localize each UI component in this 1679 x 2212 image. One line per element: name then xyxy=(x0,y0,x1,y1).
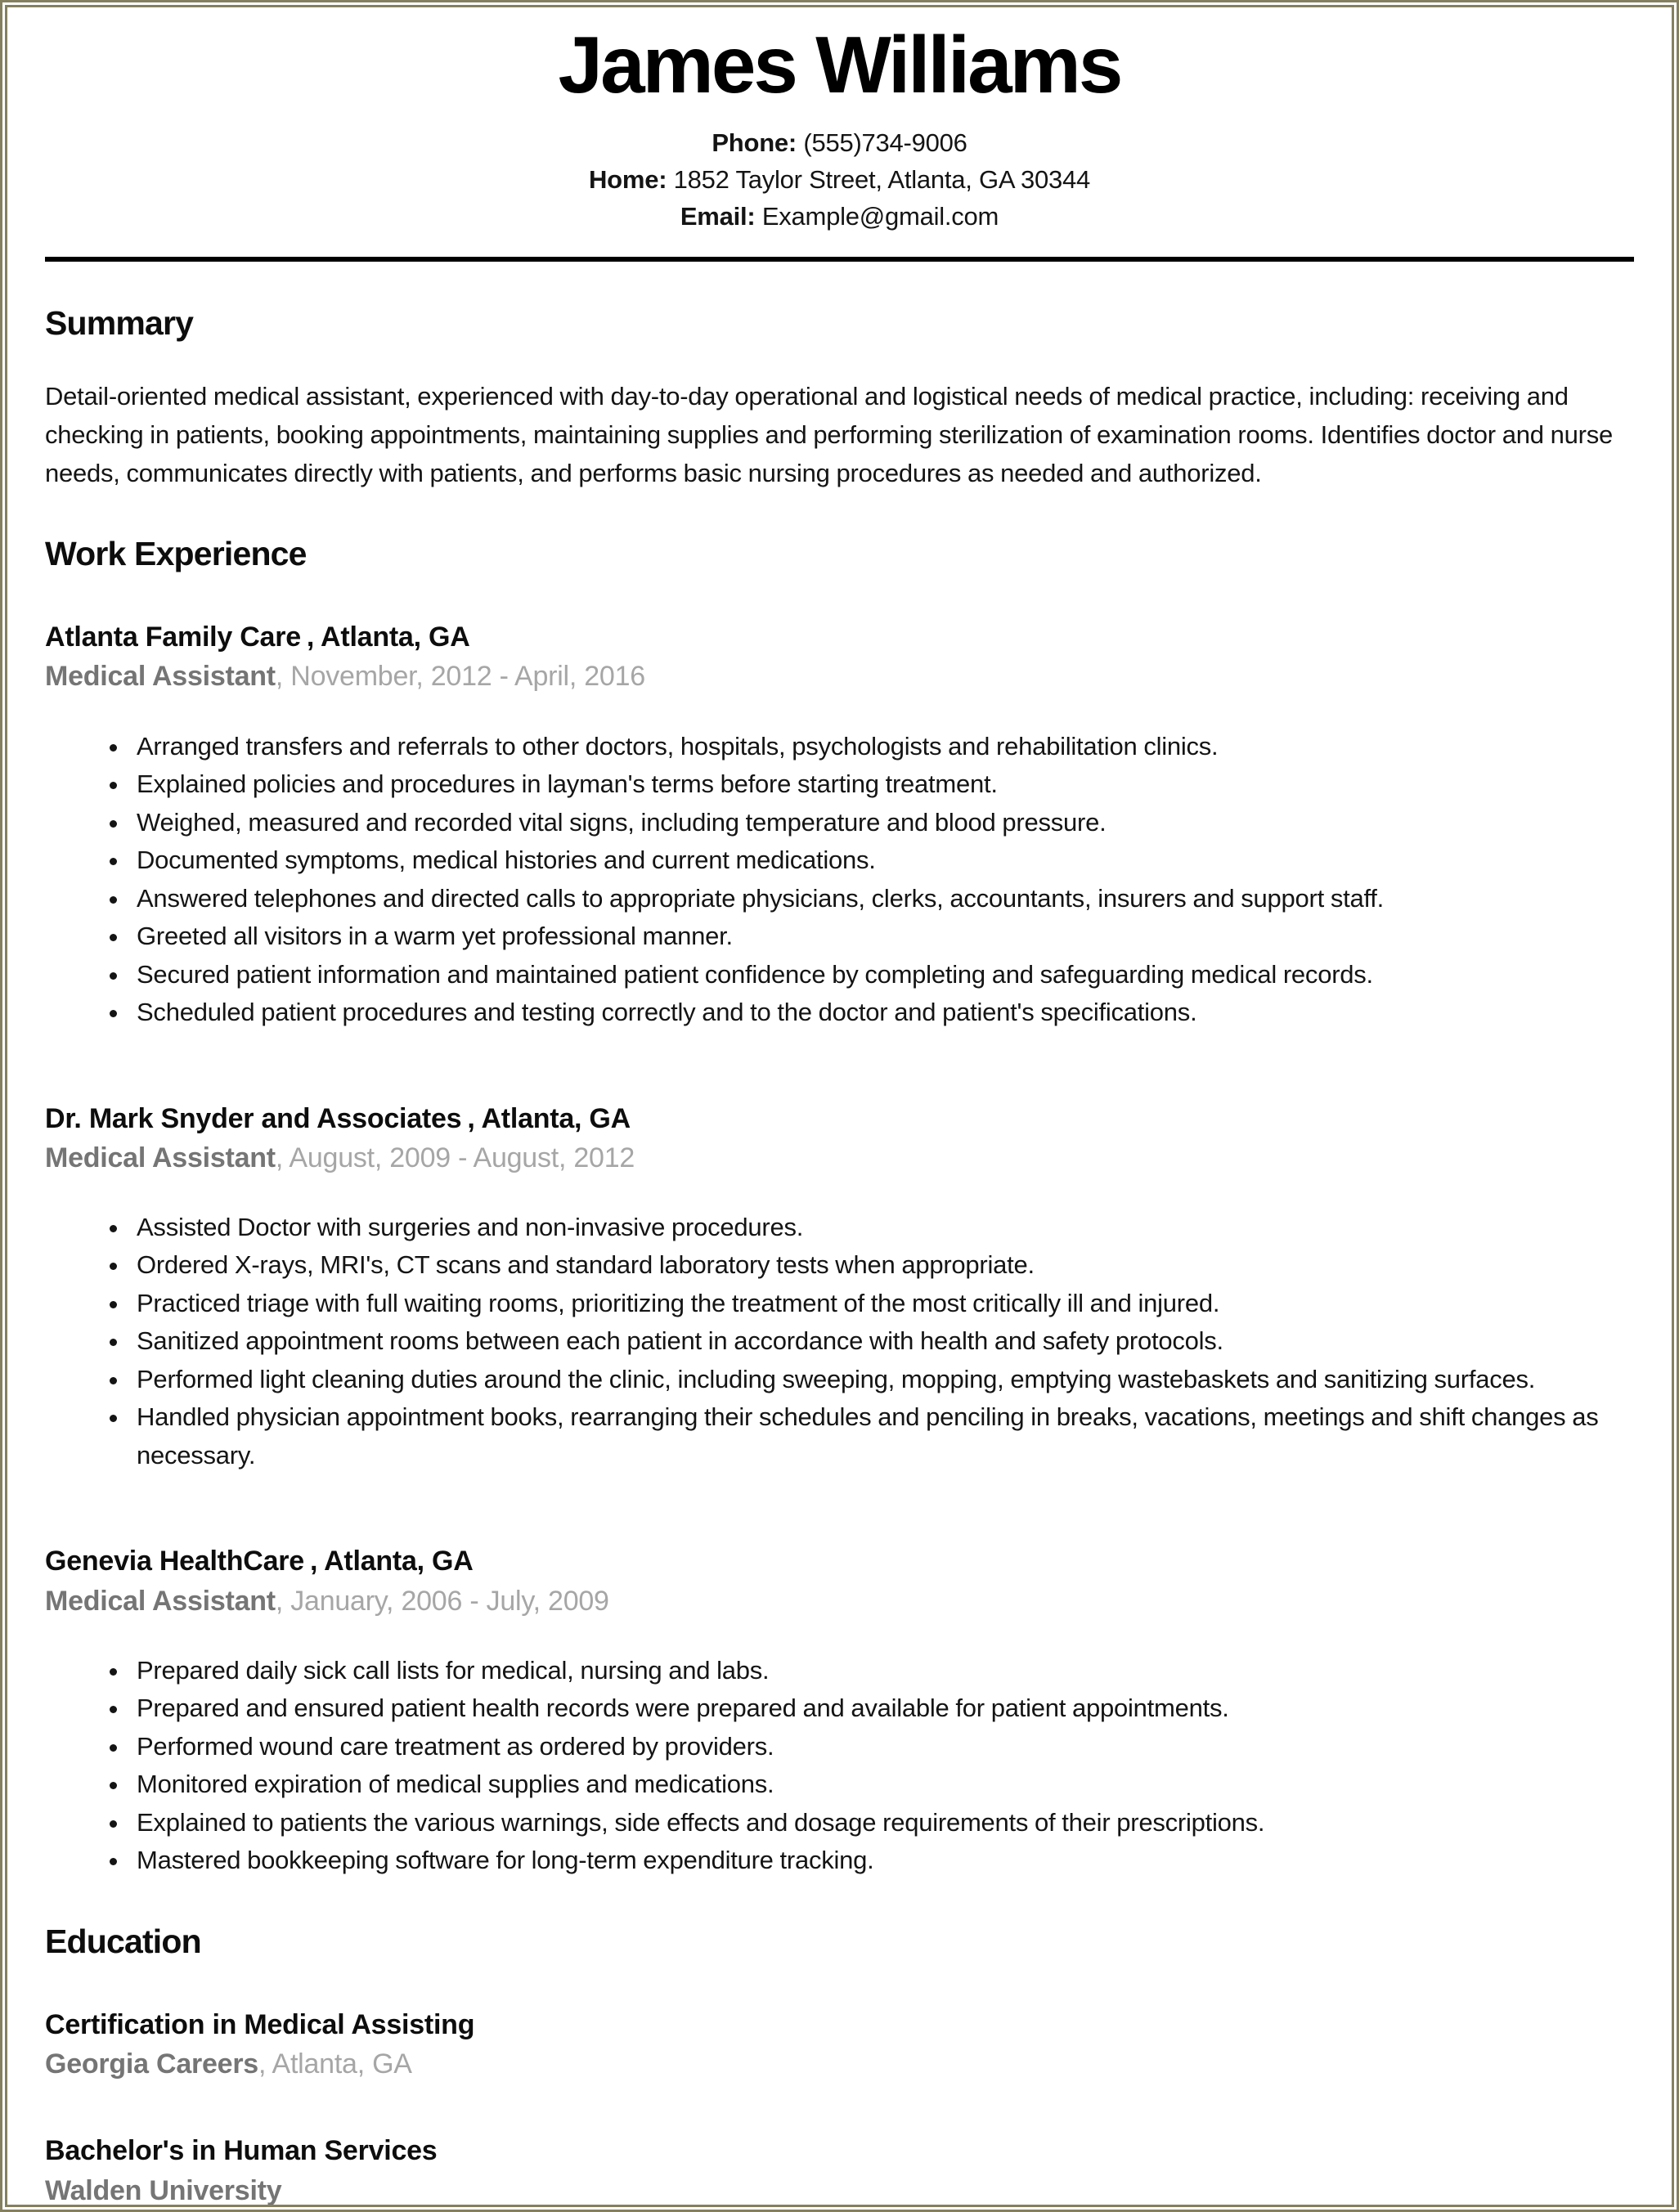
job-title: Medical Assistant xyxy=(45,1142,276,1173)
header-divider xyxy=(45,257,1634,262)
job-head xyxy=(45,1543,1634,1579)
job-location: , Atlanta, GA xyxy=(467,1102,631,1134)
bullet-item: • Handled physician appointment books, rearranging their schedules and penciling in breaks, vacations, meetings and shift changes as necessary. xyxy=(130,1398,1634,1474)
job-title: Medical Assistant xyxy=(45,661,276,693)
phone-value: (555)734-9006 xyxy=(803,128,967,157)
bullet-item: • Documented symptoms, medical histories and current medications. xyxy=(130,841,1634,880)
degree-name: Bachelor's in Human Services xyxy=(45,2135,438,2167)
job-block xyxy=(45,1543,1634,1879)
school-location: , Atlanta, GA xyxy=(258,2048,412,2080)
bullet-item: • Explained policies and procedures in layman's terms before starting treatment. xyxy=(130,765,1634,804)
bullet-item: • Ordered X-rays, MRI's, CT scans and standard laboratory tests when appropriate. xyxy=(130,1246,1634,1285)
education-subtitle xyxy=(45,2173,1634,2209)
company-name: Genevia HealthCare xyxy=(45,1546,304,1577)
job-subtitle xyxy=(45,1140,1634,1176)
job-head xyxy=(45,1101,1634,1137)
job-head xyxy=(45,619,1634,655)
bullet-item: • Mastered bookkeeping software for long-term expenditure tracking. xyxy=(130,1842,1634,1880)
resume-name: James Williams xyxy=(558,20,1121,110)
contact-line-phone xyxy=(45,125,1634,162)
bullet-item: • Explained to patients the various warnings, side effects and dosage requirements of their prescriptions. xyxy=(130,1804,1634,1842)
bullet-item: • Sanitized appointment rooms between each patient in accordance with health and safety protocols. xyxy=(130,1322,1634,1361)
bullet-item: • Practiced triage with full waiting rooms, prioritizing the treatment of the most critically ill and injured. xyxy=(130,1285,1634,1323)
bullet-item: • Assisted Doctor with surgeries and non-invasive procedures. xyxy=(130,1209,1634,1247)
work-experience-heading: Work Experience xyxy=(45,535,307,573)
work-experience-section xyxy=(45,535,1634,1880)
job-subtitle xyxy=(45,1583,1634,1619)
contact-line-home xyxy=(45,162,1634,199)
job-dates: , August, 2009 - August, 2012 xyxy=(275,1142,635,1173)
job-location: , Atlanta, GA xyxy=(306,621,470,653)
summary-section xyxy=(45,304,1634,492)
school-name: Georgia Careers xyxy=(45,2048,258,2080)
bullet-item: • Answered telephones and directed calls to appropriate physicians, clerks, accountants, insurers and support staff. xyxy=(130,880,1634,918)
bullet-item: • Scheduled patient procedures and testing correctly and to the doctor and patient's specifications. xyxy=(130,994,1634,1032)
home-value: 1852 Taylor Street, Atlanta, GA 30344 xyxy=(673,164,1090,194)
bullet-item: • Greeted all visitors in a warm yet professional manner. xyxy=(130,918,1634,956)
bullet-list xyxy=(45,728,1634,1032)
phone-label: Phone: xyxy=(712,128,797,157)
job-block xyxy=(45,1101,1634,1475)
company-name: Atlanta Family Care xyxy=(45,621,301,653)
school-name: Walden University xyxy=(45,2174,282,2206)
bullet-list xyxy=(45,1652,1634,1880)
bullet-list xyxy=(45,1209,1634,1475)
contact-line-email xyxy=(45,199,1634,236)
email-label: Email: xyxy=(680,201,756,231)
job-subtitle xyxy=(45,658,1634,694)
job-location: , Atlanta, GA xyxy=(309,1546,474,1577)
summary-text: Detail-oriented medical assistant, experienced with day-to-day operational and logistical needs of medical practice, including: receiving and checking in patients, booking appointments, maintaining supplies and performing sterilization of examination rooms. Identifies doctor and nurse needs, communicates directly with patients, and performs basic nursing procedures as needed and authorized. xyxy=(45,381,1613,487)
degree-name: Certification in Medical Assisting xyxy=(45,2008,475,2040)
email-value: Example@gmail.com xyxy=(761,201,999,231)
education-section xyxy=(45,1923,1634,2209)
bullet-item: • Arranged transfers and referrals to other doctors, hospitals, psychologists and rehabilitation clinics. xyxy=(130,728,1634,766)
bullet-item: • Prepared and ensured patient health records were prepared and available for patient appointments. xyxy=(130,1689,1634,1728)
education-entry xyxy=(45,2133,1634,2208)
home-label: Home: xyxy=(589,164,667,194)
job-block xyxy=(45,619,1634,1031)
bullet-item: • Prepared daily sick call lists for medical, nursing and labs. xyxy=(130,1652,1634,1690)
bullet-item: • Weighed, measured and recorded vital signs, including temperature and blood pressure. xyxy=(130,804,1634,842)
education-heading: Education xyxy=(45,1922,201,1960)
bullet-item: • Secured patient information and maintained patient confidence by completing and safeguarding medical records. xyxy=(130,956,1634,994)
contact-block xyxy=(45,125,1634,236)
education-subtitle xyxy=(45,2046,1634,2082)
job-dates: , November, 2012 - April, 2016 xyxy=(275,661,645,693)
summary-heading: Summary xyxy=(45,303,194,342)
bullet-item: • Performed light cleaning duties around the clinic, including sweeping, mopping, emptying wastebaskets and sanitizing surfaces. xyxy=(130,1361,1634,1399)
company-name: Dr. Mark Snyder and Associates xyxy=(45,1102,462,1134)
job-title: Medical Assistant xyxy=(45,1585,276,1617)
education-entry xyxy=(45,2007,1634,2082)
bullet-item: • Performed wound care treatment as ordered by providers. xyxy=(130,1728,1634,1766)
bullet-item: • Monitored expiration of medical supplies and medications. xyxy=(130,1766,1634,1804)
job-dates: , January, 2006 - July, 2009 xyxy=(275,1585,609,1617)
